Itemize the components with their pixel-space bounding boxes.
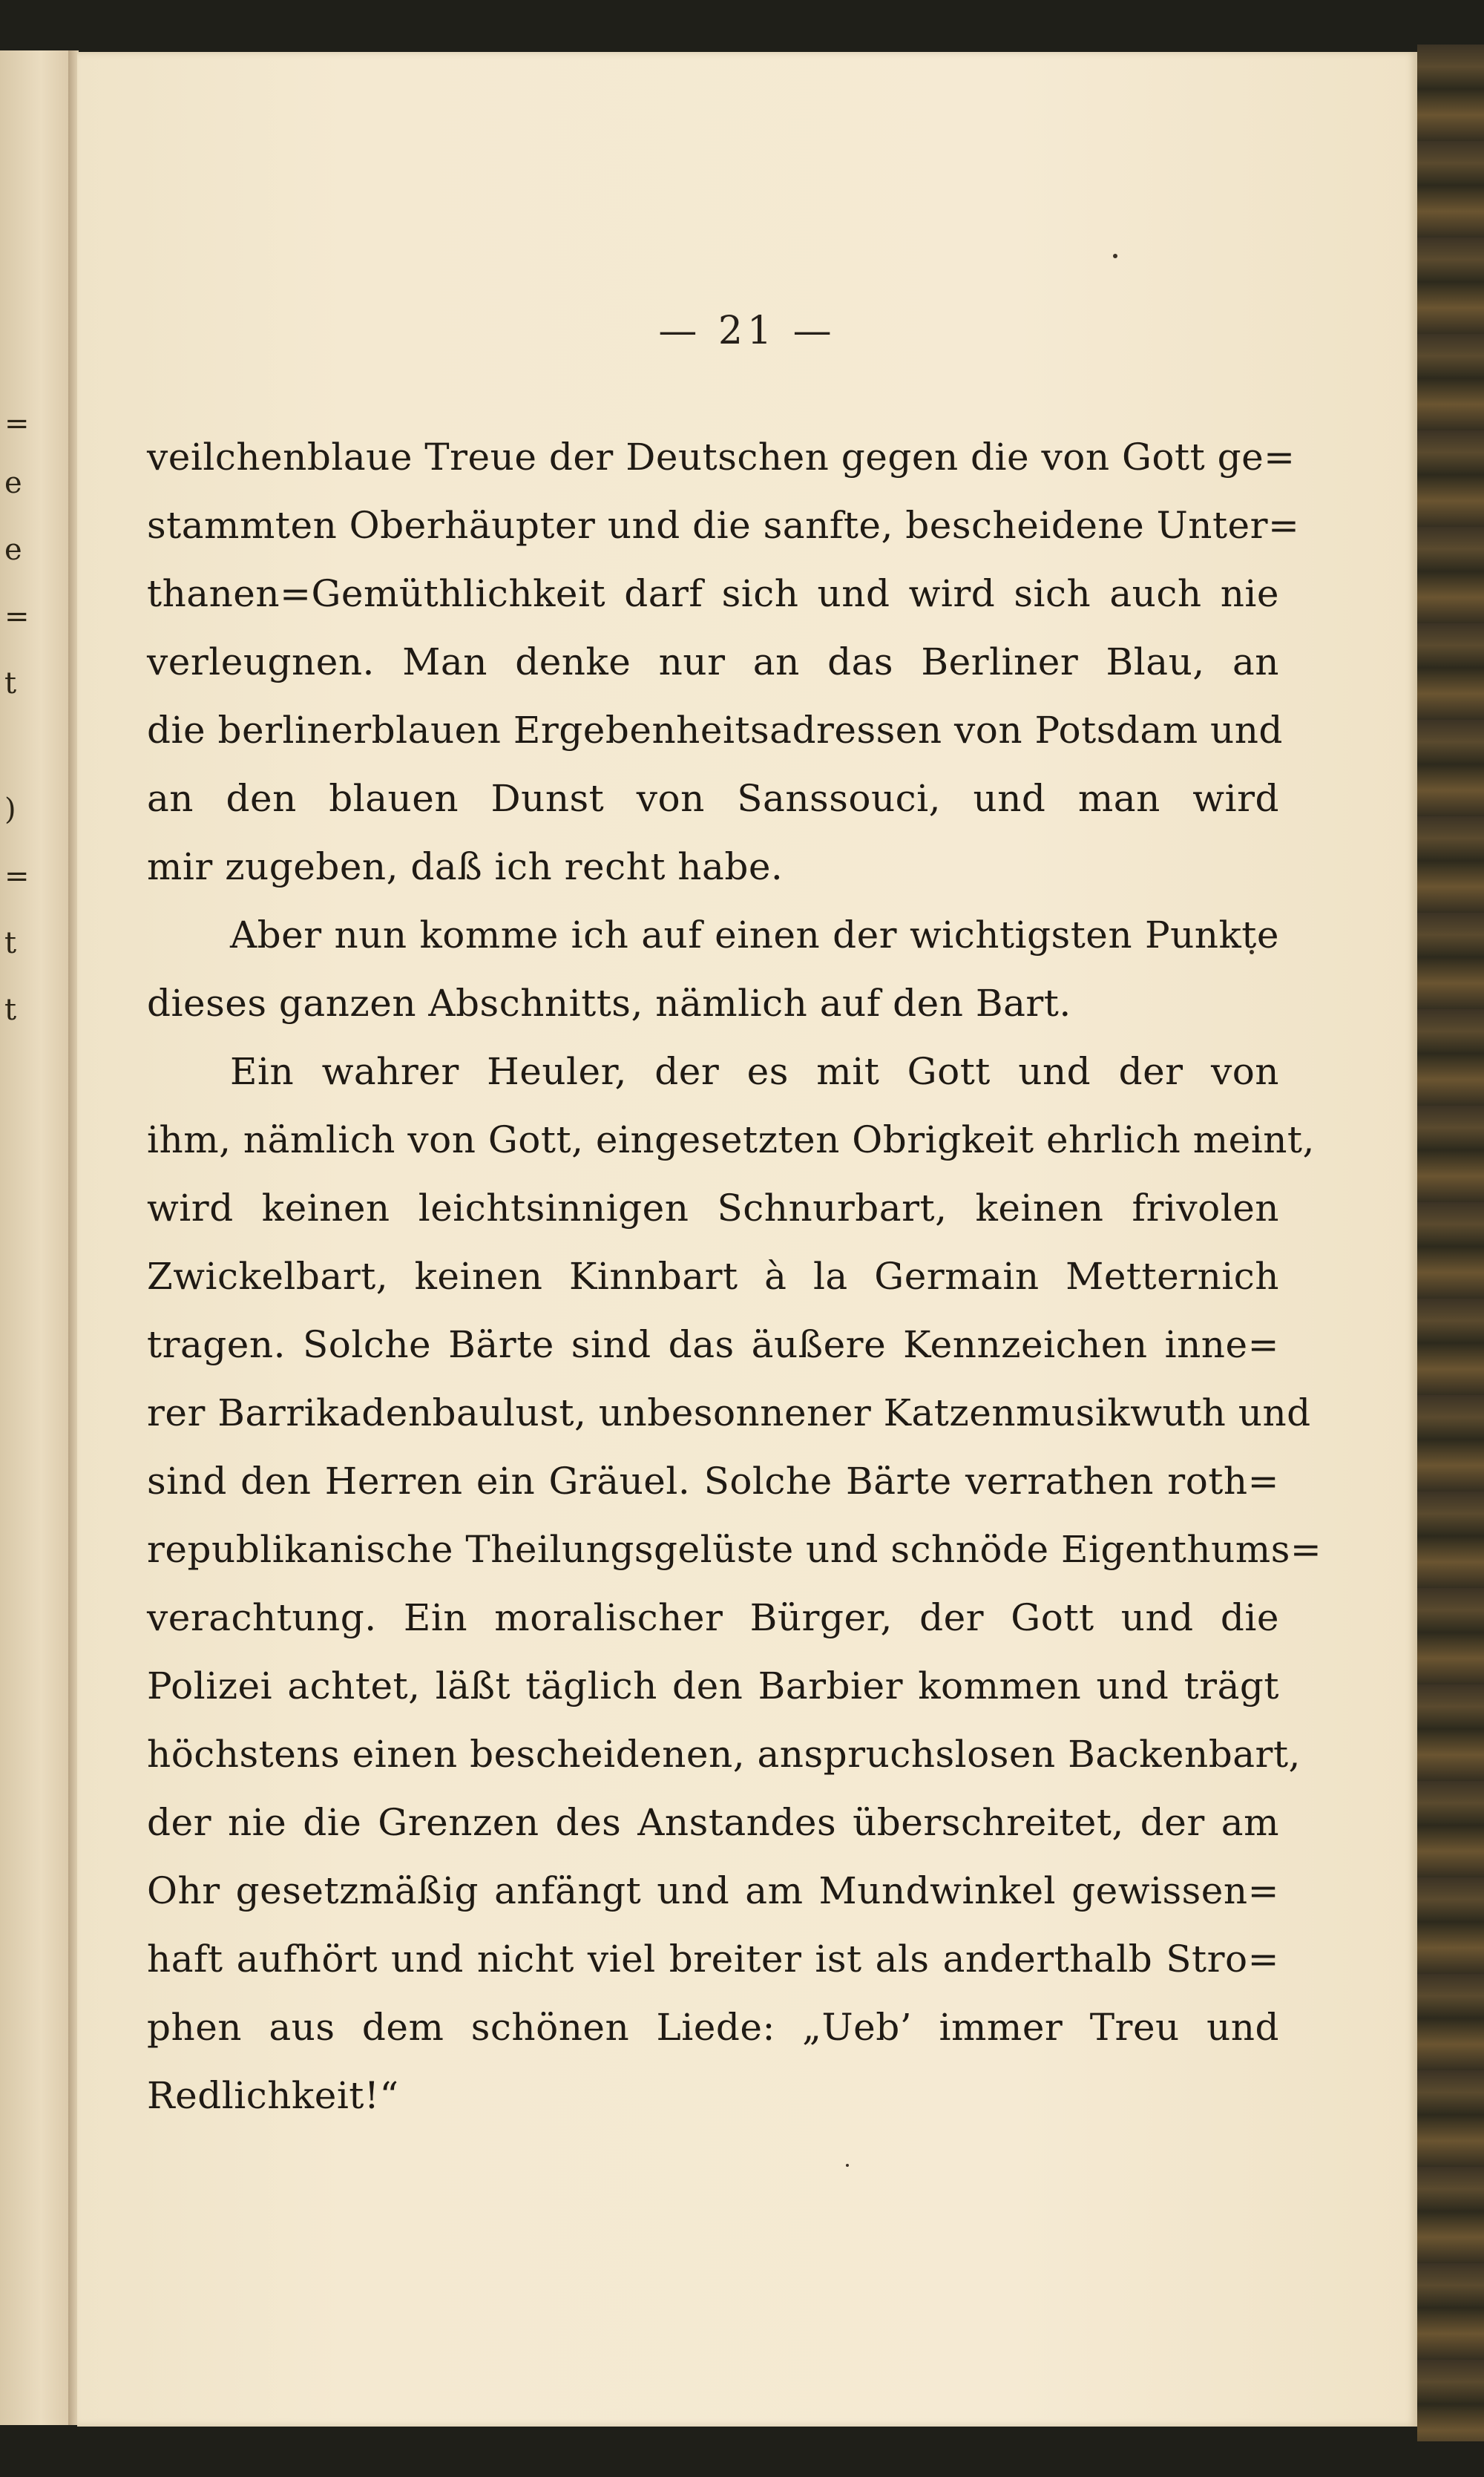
text-line: thanen=Gemüthlichkeit darf sich und wird sich auch nie xyxy=(147,572,1279,615)
text-line: verleugnen. Man denke nur an das Berliner Blau, an xyxy=(147,640,1279,683)
text-line: Polizei achtet, läßt täglich den Barbier kommen und trägt xyxy=(147,1664,1279,1707)
book-cover-edge xyxy=(1417,45,1484,2441)
text-line: höchstens einen bescheidenen, anspruchslosen Backenbart, xyxy=(147,1733,1301,1776)
left-page-edge xyxy=(0,50,68,2425)
book-page xyxy=(77,52,1417,2427)
text-line: an den blauen Dunst von Sanssouci, und man wird xyxy=(147,777,1279,820)
paper-speck xyxy=(1113,254,1117,258)
text-line: mir zugeben, daß ich recht habe. xyxy=(147,845,784,888)
text-line: der nie die Grenzen des Anstandes überschreitet, der am xyxy=(147,1801,1279,1844)
text-line: die berlinerblauen Ergebenheitsadressen von Potsdam und xyxy=(147,709,1283,752)
text-line: tragen. Solche Bärte sind das äußere Kennzeichen inne= xyxy=(147,1323,1279,1366)
text-line: verachtung. Ein moralischer Bürger, der Gott und die xyxy=(147,1596,1279,1639)
text-line: haft aufhört und nicht viel breiter ist als anderthalb Stro= xyxy=(147,1938,1279,1981)
text-line: phen aus dem schönen Liede: „Ueb’ immer Treu und xyxy=(147,2006,1279,2049)
left-fragment: = xyxy=(4,859,30,893)
text-line: Zwickelbart, keinen Kinnbart à la Germain Metternich xyxy=(147,1255,1279,1298)
left-fragment: = xyxy=(4,600,30,634)
text-line: sind den Herren ein Gräuel. Solche Bärte verrathen roth= xyxy=(147,1460,1279,1503)
text-line: Aber nun komme ich auf einen der wichtigsten Punkte xyxy=(230,913,1279,957)
text-line: Ein wahrer Heuler, der es mit Gott und der von xyxy=(230,1050,1279,1093)
text-line: Redlichkeit!“ xyxy=(147,2074,399,2117)
left-fragment: t xyxy=(4,926,17,960)
left-fragment: t xyxy=(4,993,17,1027)
text-line: ihm, nämlich von Gott, eingesetzten Obrigkeit ehrlich meint, xyxy=(147,1118,1315,1161)
paper-speck xyxy=(846,2164,849,2167)
page-number: — 21 — xyxy=(658,309,836,353)
left-fragment: e xyxy=(4,466,22,500)
text-line: dieses ganzen Abschnitts, nämlich auf den Bart. xyxy=(147,982,1071,1025)
left-fragment: t xyxy=(4,666,17,701)
left-fragment: = xyxy=(4,407,30,441)
text-line: Ohr gesetzmäßig anfängt und am Mundwinkel gewissen= xyxy=(147,1869,1279,1912)
text-line: wird keinen leichtsinnigen Schnurbart, keinen frivolen xyxy=(147,1187,1279,1230)
text-line: veilchenblaue Treue der Deutschen gegen die von Gott ge= xyxy=(147,436,1296,479)
left-fragment: e xyxy=(4,533,22,567)
text-line: rer Barrikadenbaulust, unbesonnener Katzenmusikwuth und xyxy=(147,1391,1311,1434)
page-body-text xyxy=(147,423,1322,2130)
text-line: republikanische Theilungsgelüste und schnöde Eigenthums= xyxy=(147,1528,1322,1571)
left-fragment: ) xyxy=(4,793,16,827)
text-line: stammten Oberhäupter und die sanfte, bescheidene Unter= xyxy=(147,504,1300,547)
